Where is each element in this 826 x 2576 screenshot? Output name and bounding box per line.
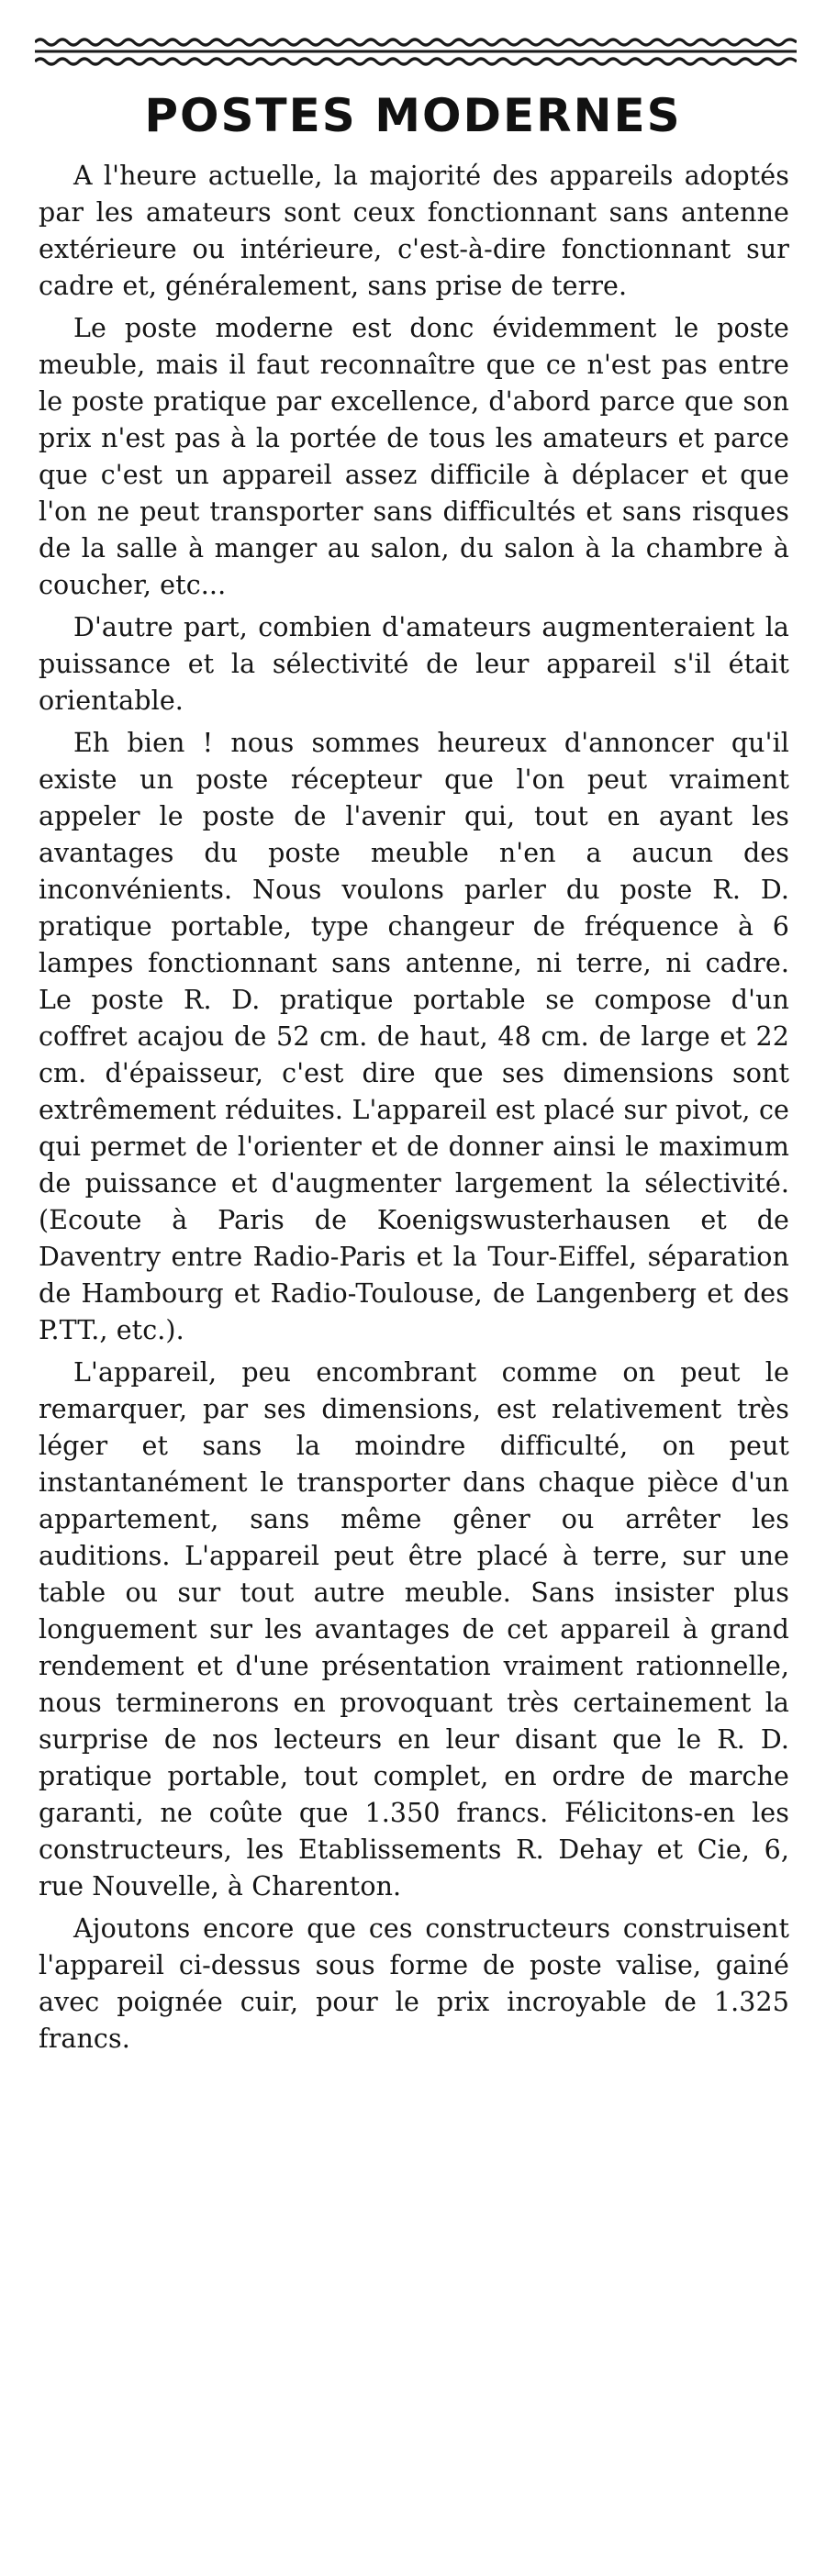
article-body	[39, 158, 789, 2063]
article-paragraph: A l'heure actuelle, la majorité des appareils adoptés par les amateurs sont ceux fonctionnant sans antenne extérieure ou intérieure, c'est-à-dire fonctionnant sur cadre et, généralement, sans prise de terre.	[39, 161, 789, 301]
article-title: POSTES MODERNES	[144, 89, 682, 142]
wavy-rule-graphic	[35, 37, 797, 68]
article-paragraph: D'autre part, combien d'amateurs augmenteraient la puissance et la sélectivité de leur appareil s'il était orientable.	[39, 612, 789, 716]
article-paragraph: Eh bien ! nous sommes heureux d'annoncer qu'il existe un poste récepteur que l'on peut vraiment appeler le poste de l'avenir qui, tout en ayant les avantages du poste meuble n'en a aucun des inconvénients. Nous voulons parler du poste R. D. pratique portable, type changeur de fréquence à 6 lampes fonctionnant sans antenne, ni terre, ni cadre. Le poste R. D. pratique portable se compose d'un coffret acajou de 52 cm. de haut, 48 cm. de large et 22 cm. d'épaisseur, c'est dire que ses dimensions sont extrêmement réduites. L'appareil est placé sur pivot, ce qui permet de l'orienter et de donner ainsi le maximum de puissance et d'augmenter largement la sélectivité. (Ecoute à Paris de Koenigswusterhausen et de Daventry entre Radio-Paris et la Tour-Eiffel, séparation de Hambourg et Radio-Toulouse, de Langenberg et des P.TT., etc.).	[39, 728, 789, 1345]
article-paragraph: L'appareil, peu encombrant comme on peut le remarquer, par ses dimensions, est relativement très léger et sans la moindre difficulté, on peut instantanément le transporter dans chaque pièce d'un appartement, sans même gêner ou arrêter les auditions. L'appareil peut être placé à terre, sur une table ou sur tout autre meuble. Sans insister plus longuement sur les avantages de cet appareil à grand rendement et d'une présentation vraiment rationnelle, nous terminerons en provoquant très certainement la surprise de nos lecteurs en leur disant que le R. D. pratique portable, tout complet, en ordre de marche garanti, ne coûte que 1.350 francs. Félicitons-en les constructeurs, les Etablissements R. Dehay et Cie, 6, rue Nouvelle, à Charenton.	[39, 1357, 789, 1901]
decorative-wavy-rule	[35, 37, 797, 68]
article-paragraph: Ajoutons encore que ces constructeurs construisent l'appareil ci-dessus sous forme de poste valise, gainé avec poignée cuir, pour le prix incroyable de 1.325 francs.	[39, 1913, 789, 2054]
article-paragraph: Le poste moderne est donc évidemment le poste meuble, mais il faut reconnaître que ce n'est pas entre le poste pratique par excellence, d'abord parce que son prix n'est pas à la portée de tous les amateurs et parce que c'est un appareil assez difficile à déplacer et que l'on ne peut transporter sans difficultés et sans risques de la salle à manger au salon, du salon à la chambre à coucher, etc...	[39, 313, 789, 600]
